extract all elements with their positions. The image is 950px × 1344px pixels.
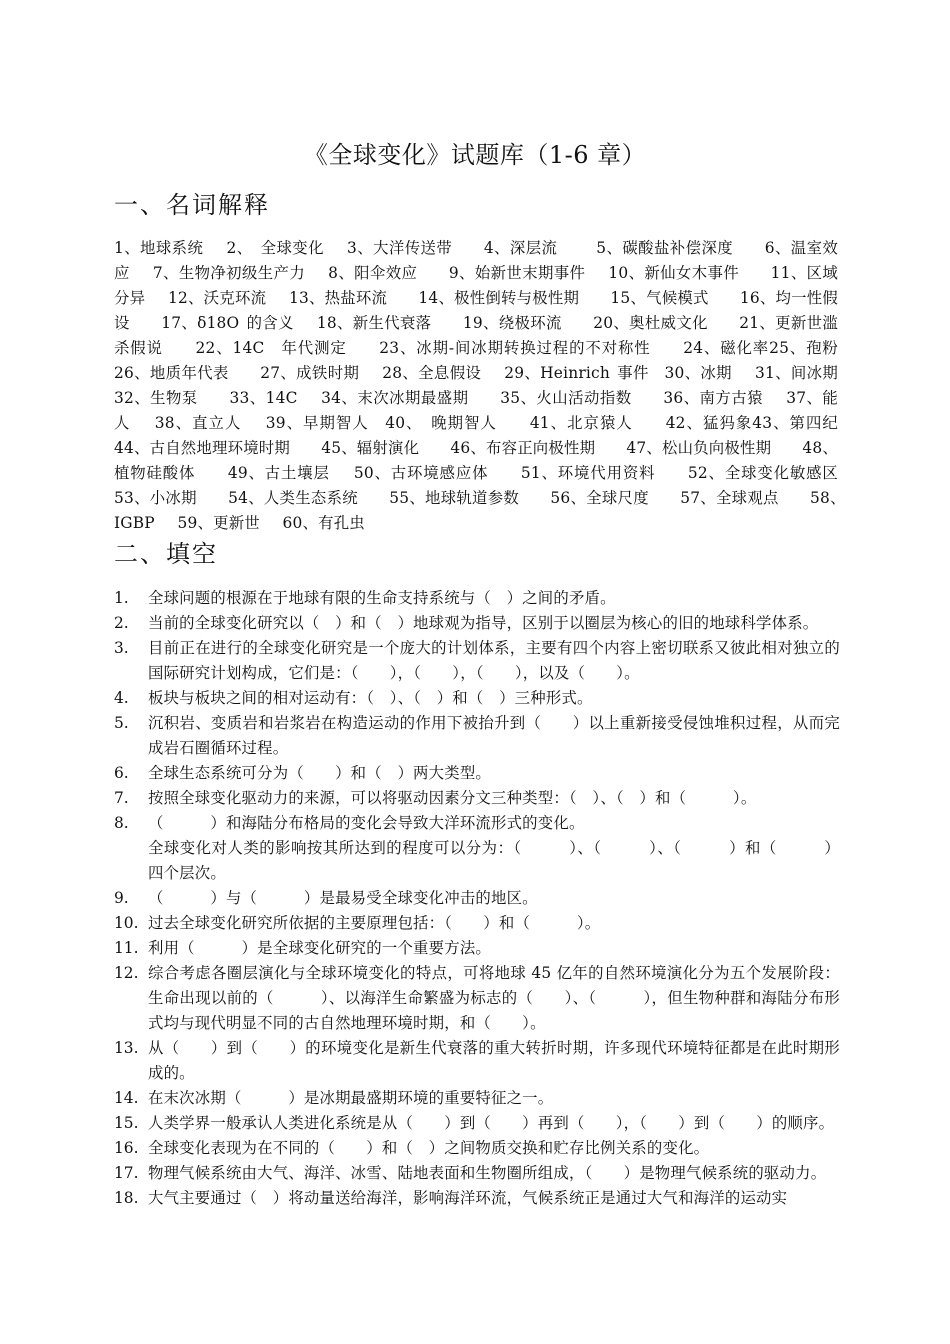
question-number: 10.	[114, 914, 139, 932]
question-item	[114, 911, 840, 936]
question-text: 大气主要通过（ ）将动量送给海洋，影响海洋环流，气候系统正是通过大气和海洋的运动实	[148, 1189, 788, 1207]
question-text: 人类学界一般承认人类进化系统是从（ ）到（ ）再到（ ），（ ）到（ ）的顺序。	[148, 1114, 835, 1132]
section-heading-terms: 一、名词解释	[114, 191, 270, 219]
question-text: 沉积岩、变质岩和岩浆岩在构造运动的作用下被抬升到（ ）以上重新接受侵蚀堆积过程，从而完成岩石圈循环过程。	[148, 714, 840, 757]
question-item	[114, 936, 840, 961]
question-text: 物理气候系统由大气、海洋、冰雪、陆地表面和生物圈所组成，（ ）是物理气候系统的驱动力。	[148, 1164, 827, 1182]
question-item	[114, 1086, 840, 1111]
question-text: 全球问题的根源在于地球有限的生命支持系统与（ ）之间的矛盾。	[148, 589, 616, 607]
question-item	[114, 1036, 840, 1086]
question-number: 7.	[114, 789, 129, 807]
question-number: 4.	[114, 689, 129, 707]
question-text: 综合考虑各圈层演化与全球环境变化的特点，可将地球 45 亿年的自然环境演化分为五个发展阶段：生命出现以前的（ ）、以海洋生命繁盛为标志的（ ）、（ ），但生物种群和海陆分布形式均与现代明显不同的古自然地理环境时期，和（ ）。	[148, 964, 840, 1032]
question-text: 从（ ）到（ ）的环境变化是新生代衰落的重大转折时期，许多现代环境特征都是在此时期形成的。	[148, 1039, 840, 1082]
question-item	[114, 1161, 840, 1186]
question-number: 15.	[114, 1114, 139, 1132]
question-text: 全球变化表现为在不同的（ ）和（ ）之间物质交换和贮存比例关系的变化。	[148, 1139, 710, 1157]
question-list	[114, 586, 840, 1211]
question-number: 6.	[114, 764, 129, 782]
question-number: 17.	[114, 1164, 139, 1182]
question-text: 目前正在进行的全球变化研究是一个庞大的计划体系，主要有四个内容上密切联系又彼此相对独立的国际研究计划构成，它们是：（ ），（ ），（ ），以及（ ）。	[148, 639, 840, 682]
section-heading-fill-in: 二、填空	[114, 540, 218, 568]
question-number: 2.	[114, 614, 129, 632]
question-text: 按照全球变化驱动力的来源，可以将驱动因素分文三种类型：（ ）、（ ）和（ ）。	[148, 789, 757, 807]
question-text: 板块与板块之间的相对运动有：（ ）、（ ）和（ ）三种形式。	[148, 689, 593, 707]
question-text: 全球生态系统可分为（ ）和（ ）两大类型。	[148, 764, 491, 782]
question-number: 9.	[114, 889, 129, 907]
question-item	[114, 686, 840, 711]
question-number: 3.	[114, 639, 129, 657]
question-number: 16.	[114, 1139, 139, 1157]
question-item	[114, 761, 840, 786]
question-item	[114, 1136, 840, 1161]
question-item	[114, 811, 840, 886]
question-item	[114, 961, 840, 1036]
question-number: 5.	[114, 714, 129, 732]
question-text: 当前的全球变化研究以（ ）和（ ）地球观为指导，区别于以圈层为核心的旧的地球科学体系。	[148, 614, 819, 632]
question-number: 12.	[114, 964, 139, 982]
question-number: 14.	[114, 1089, 139, 1107]
question-text: 过去全球变化研究所依据的主要原理包括：（ ）和（ ）。	[148, 914, 601, 932]
question-number: 13.	[114, 1039, 139, 1057]
question-text: （ ）和海陆分布格局的变化会导致大洋环流形式的变化。 全球变化对人类的影响按其所达到的程度可以分为：（ ）、（ ）、（ ）和（ ）四个层次。	[148, 814, 840, 882]
question-text: 利用（ ）是全球变化研究的一个重要方法。	[148, 939, 491, 957]
document-title: 《全球变化》试题库（1-6 章）	[303, 141, 647, 169]
question-item	[114, 611, 840, 636]
question-item	[114, 711, 840, 761]
question-number: 18.	[114, 1189, 139, 1207]
question-item	[114, 1111, 840, 1136]
question-number: 1.	[114, 589, 129, 607]
question-item	[114, 786, 840, 811]
terms-paragraph: 1、地球系统 2、 全球变化 3、大洋传送带 4、深层流 5、碳酸盐补偿深度 6、温室效应 7、生物净初级生产力 8、阳伞效应 9、始新世末期事件 10、新仙女木事件 11、区域分异 12、沃克环流 13、热盐环流 14、极性倒转与极性期 15、气候模式 16、均一性假设 17、δ18O 的含义 18、新生代衰落 19、绕极环流 20、奥杜威文化 21、更新世滥杀假说 22、14C 年代测定 23、冰期-间冰期转换过程的不对称性 24、磁化率25、孢粉 26、地质年代表 27、成铁时期 28、全息假设 29、Heinrich 事件 30、冰期 31、间冰期 32、生物泵 33、14C 34、末次冰期最盛期 35、火山活动指数 36、南方古猿 37、能人 38、直立人 39、早期智人 40、 晚期智人 41、北京猿人 42、猛犸象43、第四纪 44、古自然地理环境时期 45、辐射演化 46、布容正向极性期 47、松山负向极性期 48、植物硅酸体 49、古土壤层 50、古环境感应体 51、环境代用资料 52、全球变化敏感区 53、小冰期 54、人类生态系统 55、地球轨道参数 56、全球尺度 57、全球观点 58、 IGBP 59、更新世 60、有孔虫	[114, 239, 870, 532]
question-item	[114, 1186, 840, 1211]
question-number: 8.	[114, 814, 129, 832]
question-item	[114, 636, 840, 686]
question-item	[114, 886, 840, 911]
question-number: 11.	[114, 939, 139, 957]
question-text: （ ）与（ ）是最易受全球变化冲击的地区。	[148, 889, 538, 907]
question-item	[114, 586, 840, 611]
question-text: 在末次冰期（ ）是冰期最盛期环境的重要特征之一。	[148, 1089, 554, 1107]
